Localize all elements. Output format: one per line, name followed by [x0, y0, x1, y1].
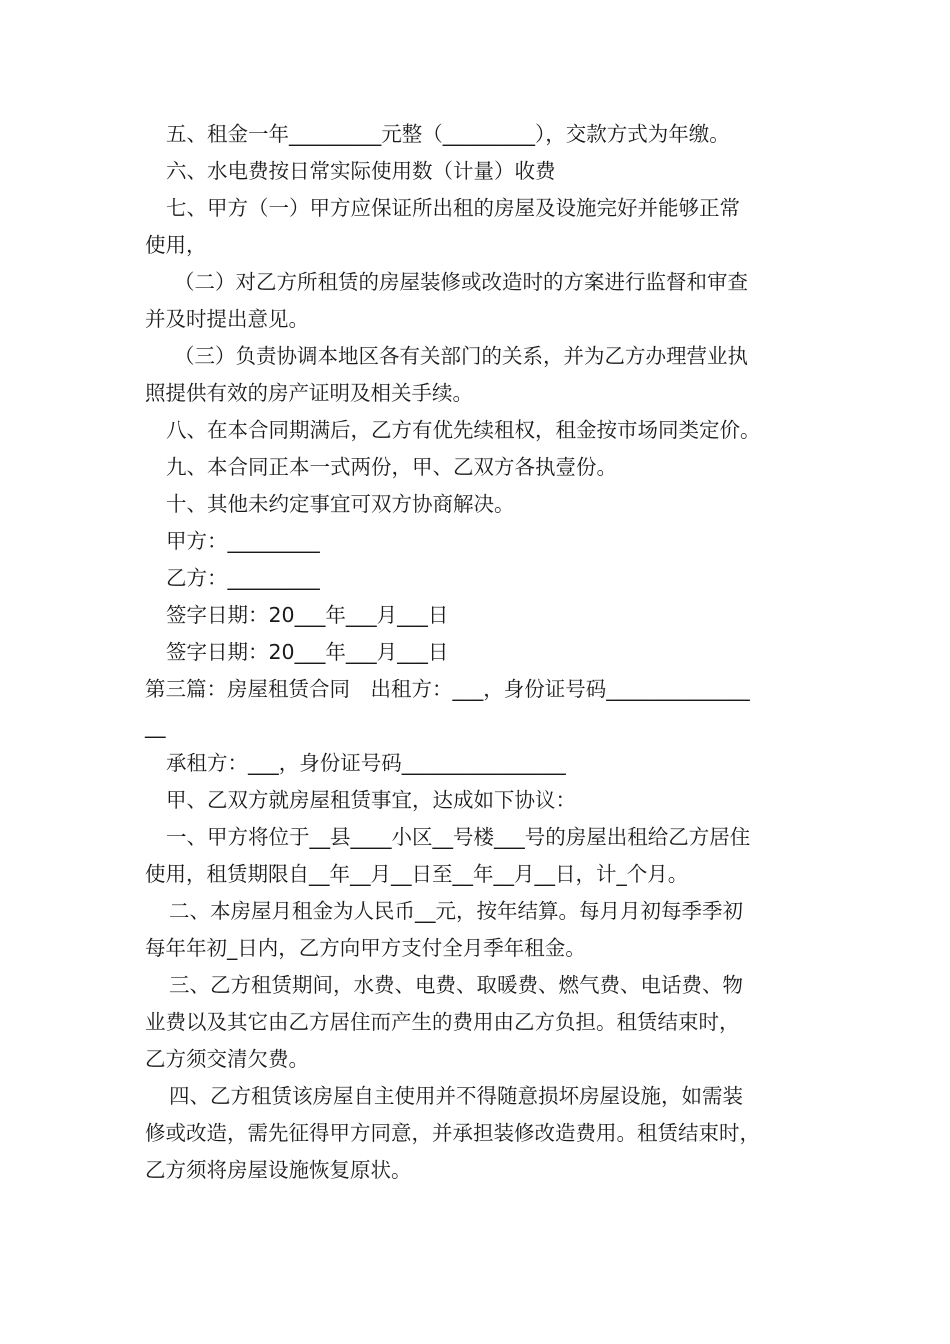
clause-8-renewal: 八、在本合同期满后，乙方有优先续租权，租金按市场同类定价。: [166, 418, 761, 442]
sign-date-1: 签字日期：20___年___月___日: [166, 603, 449, 627]
section-3-heading-line-2: __: [145, 714, 166, 738]
article-4-line-3: 乙方须将房屋设施恢复原状。: [145, 1158, 412, 1182]
article-3-line-1: 三、乙方租赁期间，水费、电费、取暖费、燃气费、电话费、物: [169, 973, 743, 997]
section-3-heading-line-1: 第三篇：房屋租赁合同 出租方：___，身份证号码______________: [145, 677, 750, 701]
party-a-signature: 甲方：_________: [166, 529, 320, 553]
article-3-line-3: 乙方须交清欠费。: [145, 1047, 309, 1071]
article-1-line-2: 使用，租赁期限自__年__月__日至__年__月__日，计_个月。: [145, 862, 689, 886]
clause-7-3-line-2: 照提供有效的房产证明及相关手续。: [145, 381, 473, 405]
clause-7-2-line-2: 并及时提出意见。: [145, 307, 309, 331]
article-2-line-2: 每年年初_日内，乙方向甲方支付全月季年租金。: [145, 936, 586, 960]
clause-9-copies: 九、本合同正本一式两份，甲、乙双方各执壹份。: [166, 455, 617, 479]
article-3-line-2: 业费以及其它由乙方居住而产生的费用由乙方负担。租赁结束时，: [145, 1010, 740, 1034]
clause-5-rent: 五、租金一年_________元整（_________），交款方式为年缴。: [166, 122, 730, 146]
clause-7-line-1: 七、甲方（一）甲方应保证所出租的房屋及设施完好并能够正常: [166, 196, 740, 220]
document-body: [145, 116, 825, 1189]
clause-7-2-line-1: （二）对乙方所租赁的房屋装修或改造时的方案进行监督和审查: [174, 270, 748, 294]
clause-10-other: 十、其他未约定事宜可双方协商解决。: [166, 492, 515, 516]
agreement-intro: 甲、乙双方就房屋租赁事宜，达成如下协议：: [166, 788, 576, 812]
clause-6-utilities: 六、水电费按日常实际使用数（计量）收费: [166, 159, 556, 183]
article-1-line-1: 一、甲方将位于__县____小区__号楼___号的房屋出租给乙方居住: [166, 825, 751, 849]
lessee-line: 承租方：___，身份证号码________________: [166, 751, 566, 775]
article-2-line-1: 二、本房屋月租金为人民币__元，按年结算。每月月初每季季初: [169, 899, 743, 923]
article-4-line-1: 四、乙方租赁该房屋自主使用并不得随意损坏房屋设施，如需装: [169, 1084, 743, 1108]
sign-date-2: 签字日期：20___年___月___日: [166, 640, 449, 664]
clause-7-line-2: 使用，: [145, 233, 207, 257]
party-b-signature: 乙方：_________: [166, 566, 320, 590]
article-4-line-2: 修或改造，需先征得甲方同意，并承担装修改造费用。租赁结束时，: [145, 1121, 760, 1145]
clause-7-3-line-1: （三）负责协调本地区各有关部门的关系，并为乙方办理营业执: [174, 344, 748, 368]
